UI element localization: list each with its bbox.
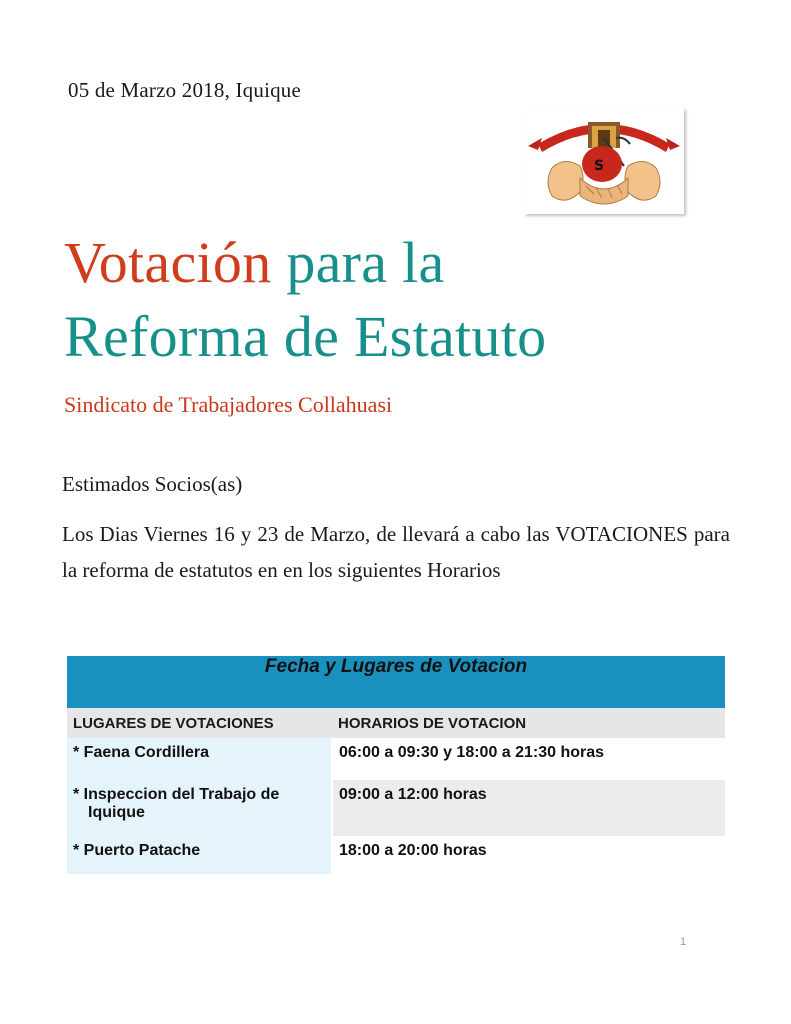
- table-row: [67, 780, 725, 836]
- place-cell: [67, 780, 332, 836]
- place-text-continued: Iquique: [88, 804, 145, 821]
- document-title: [64, 226, 546, 374]
- hours-cell: 06:00 a 09:30 y 18:00 a 21:30 horas: [332, 738, 725, 780]
- hours-cell: 09:00 a 12:00 horas: [332, 780, 725, 836]
- title-line-2: Reforma de Estatuto: [64, 304, 547, 369]
- table-caption: Fecha y Lugares de Votacion: [67, 656, 725, 708]
- column-header-places: LUGARES DE VOTACIONES: [67, 708, 332, 738]
- place-cell: * Faena Cordillera: [67, 738, 332, 780]
- column-header-hours: HORARIOS DE VOTACION: [332, 708, 725, 738]
- body-paragraph: Los Dias Viernes 16 y 23 de Marzo, de llevará a cabo las VOTACIONES para la reforma de estatutos en en los siguientes Horarios: [62, 522, 730, 582]
- union-logo-icon: [524, 108, 684, 214]
- page-number: 1: [680, 936, 687, 948]
- document-subtitle: Sindicato de Trabajadores Collahuasi: [64, 392, 393, 417]
- greeting: Estimados Socios(as): [62, 472, 243, 496]
- title-line-1: para la: [271, 230, 445, 295]
- hours-cell: 18:00 a 20:00 horas: [332, 836, 725, 874]
- voting-schedule-table: [67, 656, 725, 874]
- place-text: * Inspeccion del Trabajo de: [73, 786, 280, 803]
- table-row: [67, 836, 725, 874]
- table-header-row: [67, 708, 725, 738]
- document-date: 05 de Marzo 2018, Iquique: [68, 78, 302, 102]
- place-cell: * Puerto Patache: [67, 836, 332, 874]
- svg-text:S: S: [594, 158, 605, 174]
- table-row: [67, 738, 725, 780]
- title-accent-word: Votación: [64, 230, 272, 295]
